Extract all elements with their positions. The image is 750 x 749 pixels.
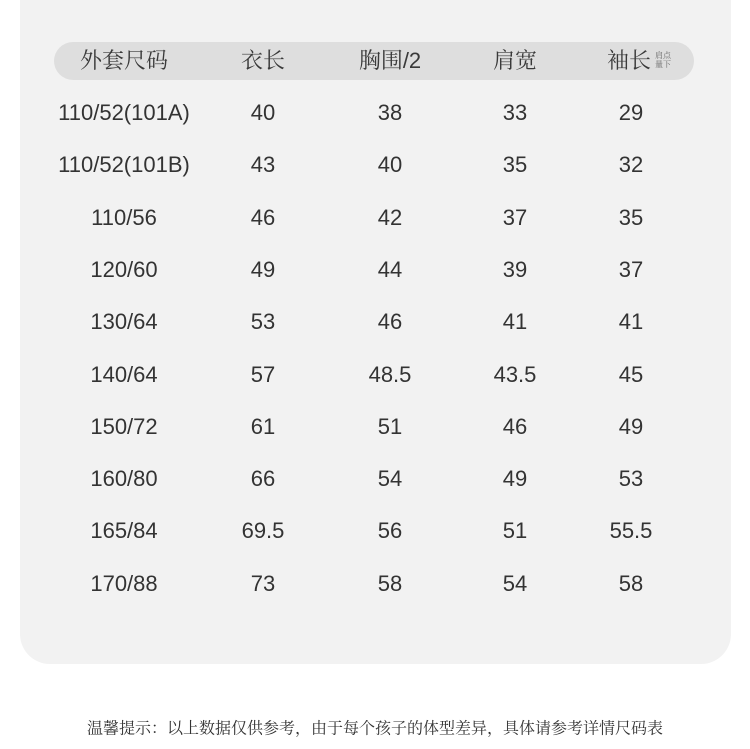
cell-size: 170/88 (90, 570, 158, 596)
cell-size: 150/72 (90, 413, 158, 439)
cell-size: 110/52(101B) (58, 152, 190, 178)
sleeve-measure-note-line: 量下 (655, 60, 672, 69)
cell-size: 110/52(101A) (58, 100, 190, 125)
cell-length: 73 (250, 570, 276, 596)
cell-shoulder: 43.5 (493, 361, 537, 387)
cell-shoulder: 35 (502, 152, 528, 178)
header-chest-half: 胸围/2 (358, 48, 422, 73)
cell-shoulder: 51 (502, 518, 528, 544)
cell-sleeve: 49 (618, 413, 644, 439)
cell-sleeve: 29 (618, 100, 644, 125)
cell-size: 165/84 (90, 518, 158, 544)
cell-chest-half: 40 (377, 152, 403, 178)
cell-sleeve: 45 (618, 361, 644, 387)
cell-sleeve: 53 (618, 466, 644, 492)
cell-chest-half: 54 (377, 466, 403, 492)
cell-length: 43 (250, 152, 276, 178)
cell-shoulder: 49 (502, 466, 528, 492)
cell-sleeve: 32 (618, 152, 644, 178)
cell-length: 69.5 (241, 518, 285, 544)
cell-chest-half: 46 (377, 309, 403, 335)
cell-length: 66 (250, 466, 276, 492)
cell-sleeve: 55.5 (609, 518, 653, 544)
header-length: 衣长 (240, 48, 286, 73)
cell-size: 120/60 (90, 256, 158, 282)
cell-chest-half: 56 (377, 518, 403, 544)
cell-sleeve: 41 (618, 309, 644, 335)
cell-chest-half: 38 (377, 100, 403, 125)
cell-chest-half: 48.5 (368, 361, 412, 387)
cell-shoulder: 33 (502, 100, 528, 125)
header-sleeve-label: 袖长 (606, 48, 652, 73)
cell-shoulder: 39 (502, 256, 528, 282)
cell-sleeve: 37 (618, 256, 644, 282)
cell-chest-half: 44 (377, 256, 403, 282)
sleeve-measure-note-line: 肩点 (655, 51, 672, 61)
cell-length: 61 (250, 413, 276, 439)
cell-sleeve: 58 (618, 570, 644, 596)
cell-size: 110/56 (91, 204, 157, 230)
cell-shoulder: 54 (502, 570, 528, 596)
header-shoulder: 肩宽 (492, 48, 538, 73)
cell-chest-half: 58 (377, 570, 403, 596)
cell-chest-half: 51 (377, 413, 403, 439)
header-sleeve (607, 50, 671, 72)
cell-length: 53 (250, 309, 276, 335)
cell-shoulder: 46 (502, 413, 528, 439)
cell-length: 57 (250, 361, 276, 387)
header-size: 外套尺码 (79, 48, 169, 73)
cell-chest-half: 42 (377, 204, 403, 230)
cell-shoulder: 41 (502, 309, 528, 335)
cell-length: 40 (250, 100, 276, 125)
cell-length: 49 (250, 256, 276, 282)
cell-shoulder: 37 (502, 204, 528, 230)
cell-size: 140/64 (90, 361, 158, 387)
cell-size: 130/64 (90, 309, 158, 335)
cell-length: 46 (250, 204, 276, 230)
sleeve-measure-note (655, 52, 671, 70)
footer-note: 温馨提示：以上数据仅供参考，由于每个孩子的体型差异，具体请参考详情尺码表 (86, 720, 664, 738)
cell-sleeve: 35 (618, 204, 644, 230)
cell-size: 160/80 (90, 466, 158, 492)
